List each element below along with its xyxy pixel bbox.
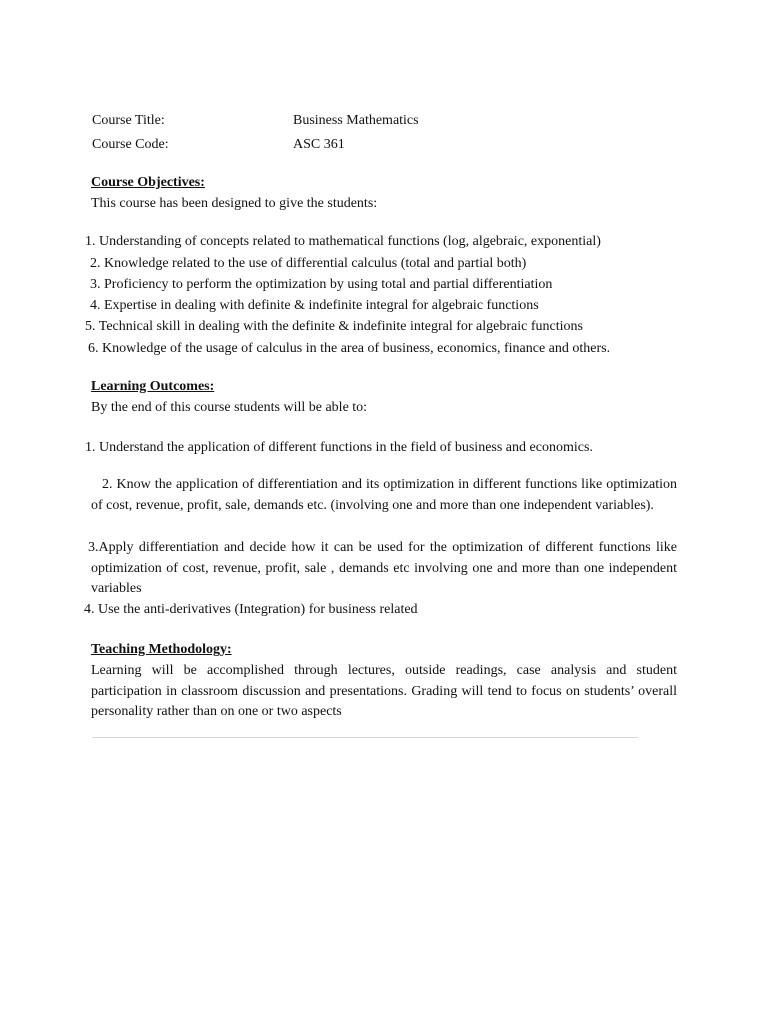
- outcome-item-1: 1. Understand the application of different functions in the field of business and economics.: [85, 440, 593, 455]
- course-title-value: Business Mathematics: [293, 113, 419, 128]
- course-title-label: Course Title:: [92, 113, 165, 128]
- objective-item-1: 1. Understanding of concepts related to mathematical functions (log, algebraic, exponential): [85, 234, 601, 249]
- course-code-value: ASC 361: [293, 137, 345, 152]
- course-code-label: Course Code:: [92, 137, 169, 152]
- outcomes-intro: By the end of this course students will be able to:: [91, 400, 368, 415]
- objective-item-3: 3. Proficiency to perform the optimization by using total and partial differentiation: [90, 277, 553, 292]
- section-divider: [92, 737, 638, 738]
- objective-item-6: 6. Knowledge of the usage of calculus in the area of business, economics, finance and others.: [88, 341, 611, 356]
- outcome-item-3: 3.Apply differentiation and decide how it can be used for the optimization of different functions like optimization of cost, revenue, profit, sale , demands etc involving one and more than one independent variables: [88, 540, 677, 596]
- outcome-item-4: 4. Use the anti-derivatives (Integration) for business related: [84, 602, 418, 617]
- methodology-text: Learning will be accomplished through lectures, outside readings, case analysis and student participation in classroom discussion and presentations. Grading will tend to focus on students’ overall personality rather than on one or two aspects: [91, 663, 677, 719]
- outcomes-heading: Learning Outcomes:: [91, 379, 215, 394]
- objectives-intro: This course has been designed to give the students:: [91, 196, 378, 211]
- objective-item-4: 4. Expertise in dealing with definite & indefinite integral for algebraic functions: [90, 298, 539, 313]
- objectives-heading: Course Objectives:: [91, 175, 205, 190]
- methodology-heading: Teaching Methodology:: [91, 642, 232, 657]
- objective-item-5: 5. Technical skill in dealing with the definite & indefinite integral for algebraic functions: [85, 319, 583, 334]
- objective-item-2: 2. Knowledge related to the use of differential calculus (total and partial both): [90, 256, 527, 271]
- outcome-item-2: 2. Know the application of differentiation and its optimization in different functions like optimization of cost, revenue, profit, sale, demands etc. (involving one and more than one independent variables).: [91, 477, 677, 513]
